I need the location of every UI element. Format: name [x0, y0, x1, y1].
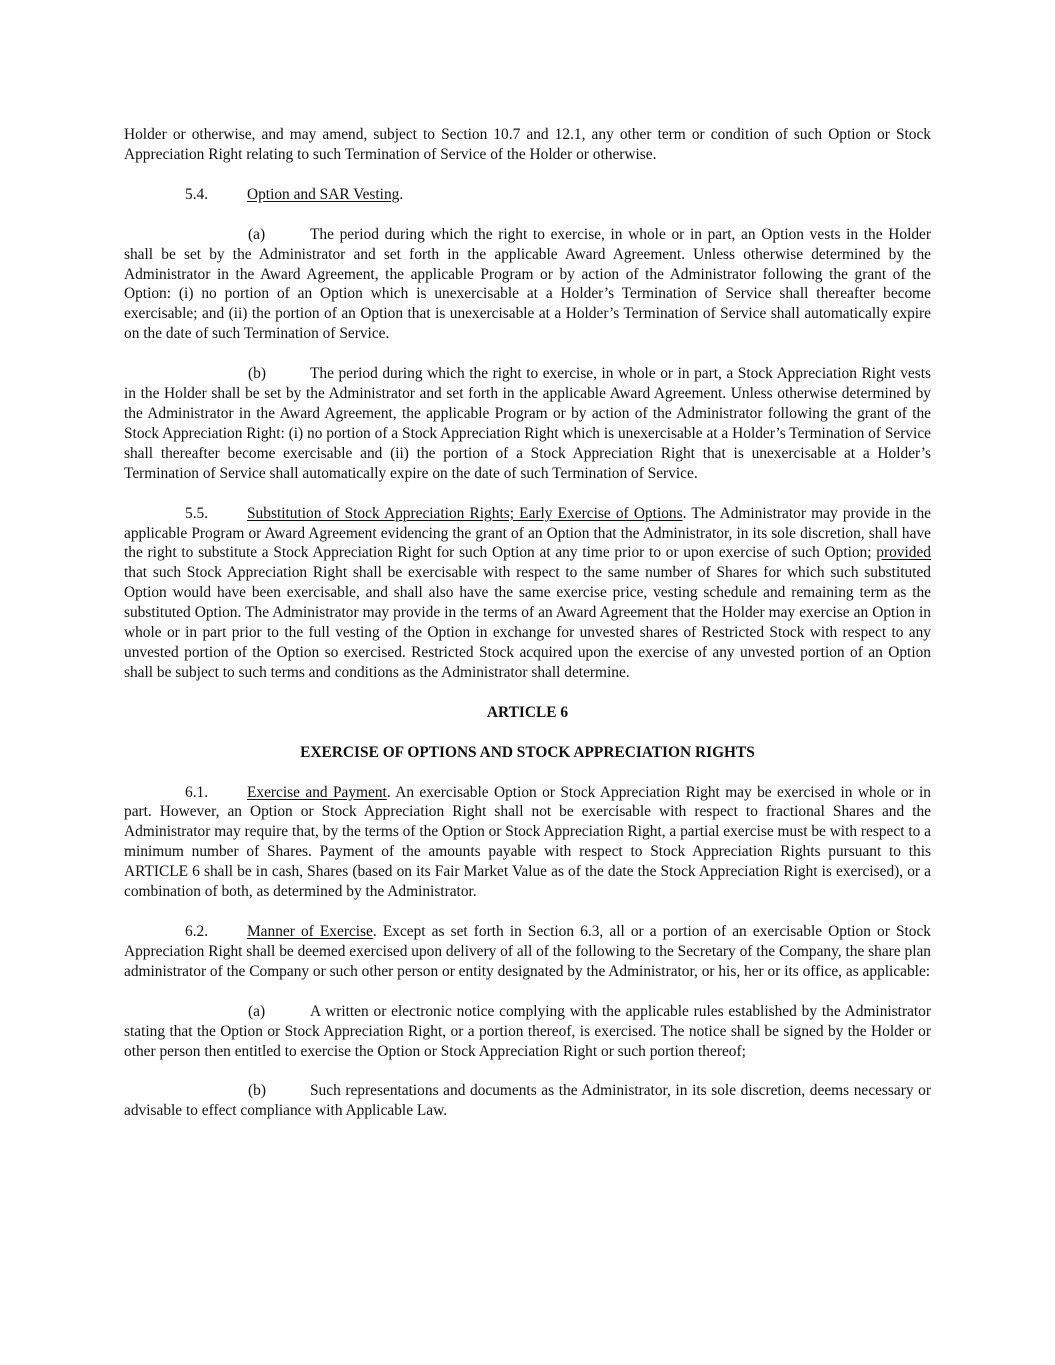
section-text: that such Stock Appreciation Right shall be exercisable with respect to the same number of Shares for which such substituted Option would have been exercisable, and shall also have the same exercise price, vesting schedule and remaining term as the substituted Option. The Administrator may provide in the terms of an Award Agreement that the Holder may exercise an Option in whole or in part prior to the full vesting of the Option in exchange for unvested shares of Restricted Stock with respect to any unvested portion of the Option so exercised. Restricted Stock acquired upon the exercise of any unvested portion of an Option shall be subject to such terms and conditions as the Administrator shall determine.	[124, 564, 931, 681]
document-page	[124, 125, 931, 1141]
section-6-2-b	[124, 1081, 931, 1121]
subsection-text: The period during which the right to exercise, in whole or in part, a Stock Appreciation Right vests in the Holder shall be set by the Administrator and set forth in the applicable Award Agreement. Unless otherwise determined by the Administrator in the Award Agreement, the applicable Program or by action of the Administrator following the grant of the Stock Appreciation Right: (i) no portion of a Stock Appreciation Right which is unexercisable at a Holder’s Termination of Service shall thereafter become exercisable and (ii) the portion of a Stock Appreciation Right that is unexercisable at a Holder’s Termination of Service shall automatically expire on the date of such Termination of Service.	[124, 365, 931, 482]
section-5-4-a	[124, 225, 931, 344]
provided-term: provided	[876, 544, 931, 562]
paragraph-continuation	[124, 125, 931, 165]
paragraph-text: Holder or otherwise, and may amend, subject to Section 10.7 and 12.1, any other term or condition of such Option or Stock Appreciation Right relating to such Termination of Service of the Holder or otherwise.	[124, 126, 931, 163]
section-text: . An exercisable Option or Stock Appreciation Right may be exercised in whole or in part. However, an Option or Stock Appreciation Right shall not be exercisable with respect to fractional Shares and the Administrator may require that, by the terms of the Option or Stock Appreciation Right, a partial exercise must be with respect to a minimum number of Shares. Payment of the amounts payable with respect to Stock Appreciation Rights pursuant to this ARTICLE 6 shall be in cash, Shares (based on its Fair Market Value as of the date the Stock Appreciation Right is exercised), or a combination of both, as determined by the Administrator.	[124, 783, 931, 901]
subsection-text: The period during which the right to exercise, in whole or in part, an Option vests in the Holder shall be set by the Administrator and set forth in the applicable Award Agreement. Unless otherwise determined by the Administrator in the Award Agreement, the applicable Program or by action of the Administrator following the grant of the Option: (i) no portion of an Option which is unexercisable at a Holder’s Termination of Service shall thereafter become exercisable; and (ii) the portion of an Option that is unexercisable at a Holder’s Termination of Service shall automatically expire on the date of such Termination of Service.	[124, 225, 931, 343]
section-title: Option and SAR Vesting	[247, 185, 400, 203]
subsection-label: (b)	[248, 1082, 266, 1100]
section-text: . The Administrator may provide in the applicable Program or Award Agreement evidencing the grant of an Option that the Administrator, in its sole discretion, shall have the right to substitute a Stock Appreciation Right for such Option at any time prior to or upon exercise of such Option;	[124, 504, 931, 562]
subsection-label: (b)	[248, 365, 266, 383]
section-5-4-heading: 5.4. Option and SAR Vesting.	[185, 185, 404, 203]
section-title: Manner of Exercise	[247, 923, 373, 940]
subsection-label: (a)	[248, 225, 266, 243]
section-number: 6.2.	[185, 923, 209, 940]
section-title: Exercise and Payment	[247, 783, 387, 801]
section-6-1	[124, 783, 931, 902]
section-6-2-a	[124, 1002, 931, 1062]
article-label: ARTICLE 6	[486, 703, 569, 721]
subsection-text: A written or electronic notice complying with the applicable rules established by the Administrator stating that the Option or Stock Appreciation Right, or a portion thereof, is exercised. The notice shall be signed by the Holder or other person then entitled to exercise the Option or Stock Appreciation Right or such portion thereof;	[124, 1002, 931, 1060]
section-text: . Except as set forth in Section 6.3, all or a portion of an exercisable Option or Stock Appreciation Right shall be deemed exercised upon delivery of all of the following to the Secretary of the Company, the share plan administrator of the Company or such other person or entity designated by the Administrator, or his, her or its office, as applicable:	[124, 923, 932, 980]
subsection-label: (a)	[248, 1002, 266, 1020]
section-number: 5.4.	[185, 185, 209, 203]
section-5-5	[124, 504, 931, 683]
section-title: Substitution of Stock Appreciation Rights; Early Exercise of Options	[247, 504, 683, 522]
section-number: 5.5.	[185, 504, 209, 522]
section-number: 6.1.	[185, 783, 209, 801]
subsection-text: Such representations and documents as the Administrator, in its sole discretion, deems necessary or advisable to effect compliance with Applicable Law.	[124, 1082, 931, 1120]
section-5-4-b	[124, 364, 931, 483]
section-6-2	[124, 922, 931, 982]
article-title: EXERCISE OF OPTIONS AND STOCK APPRECIATION RIGHTS	[300, 743, 755, 761]
